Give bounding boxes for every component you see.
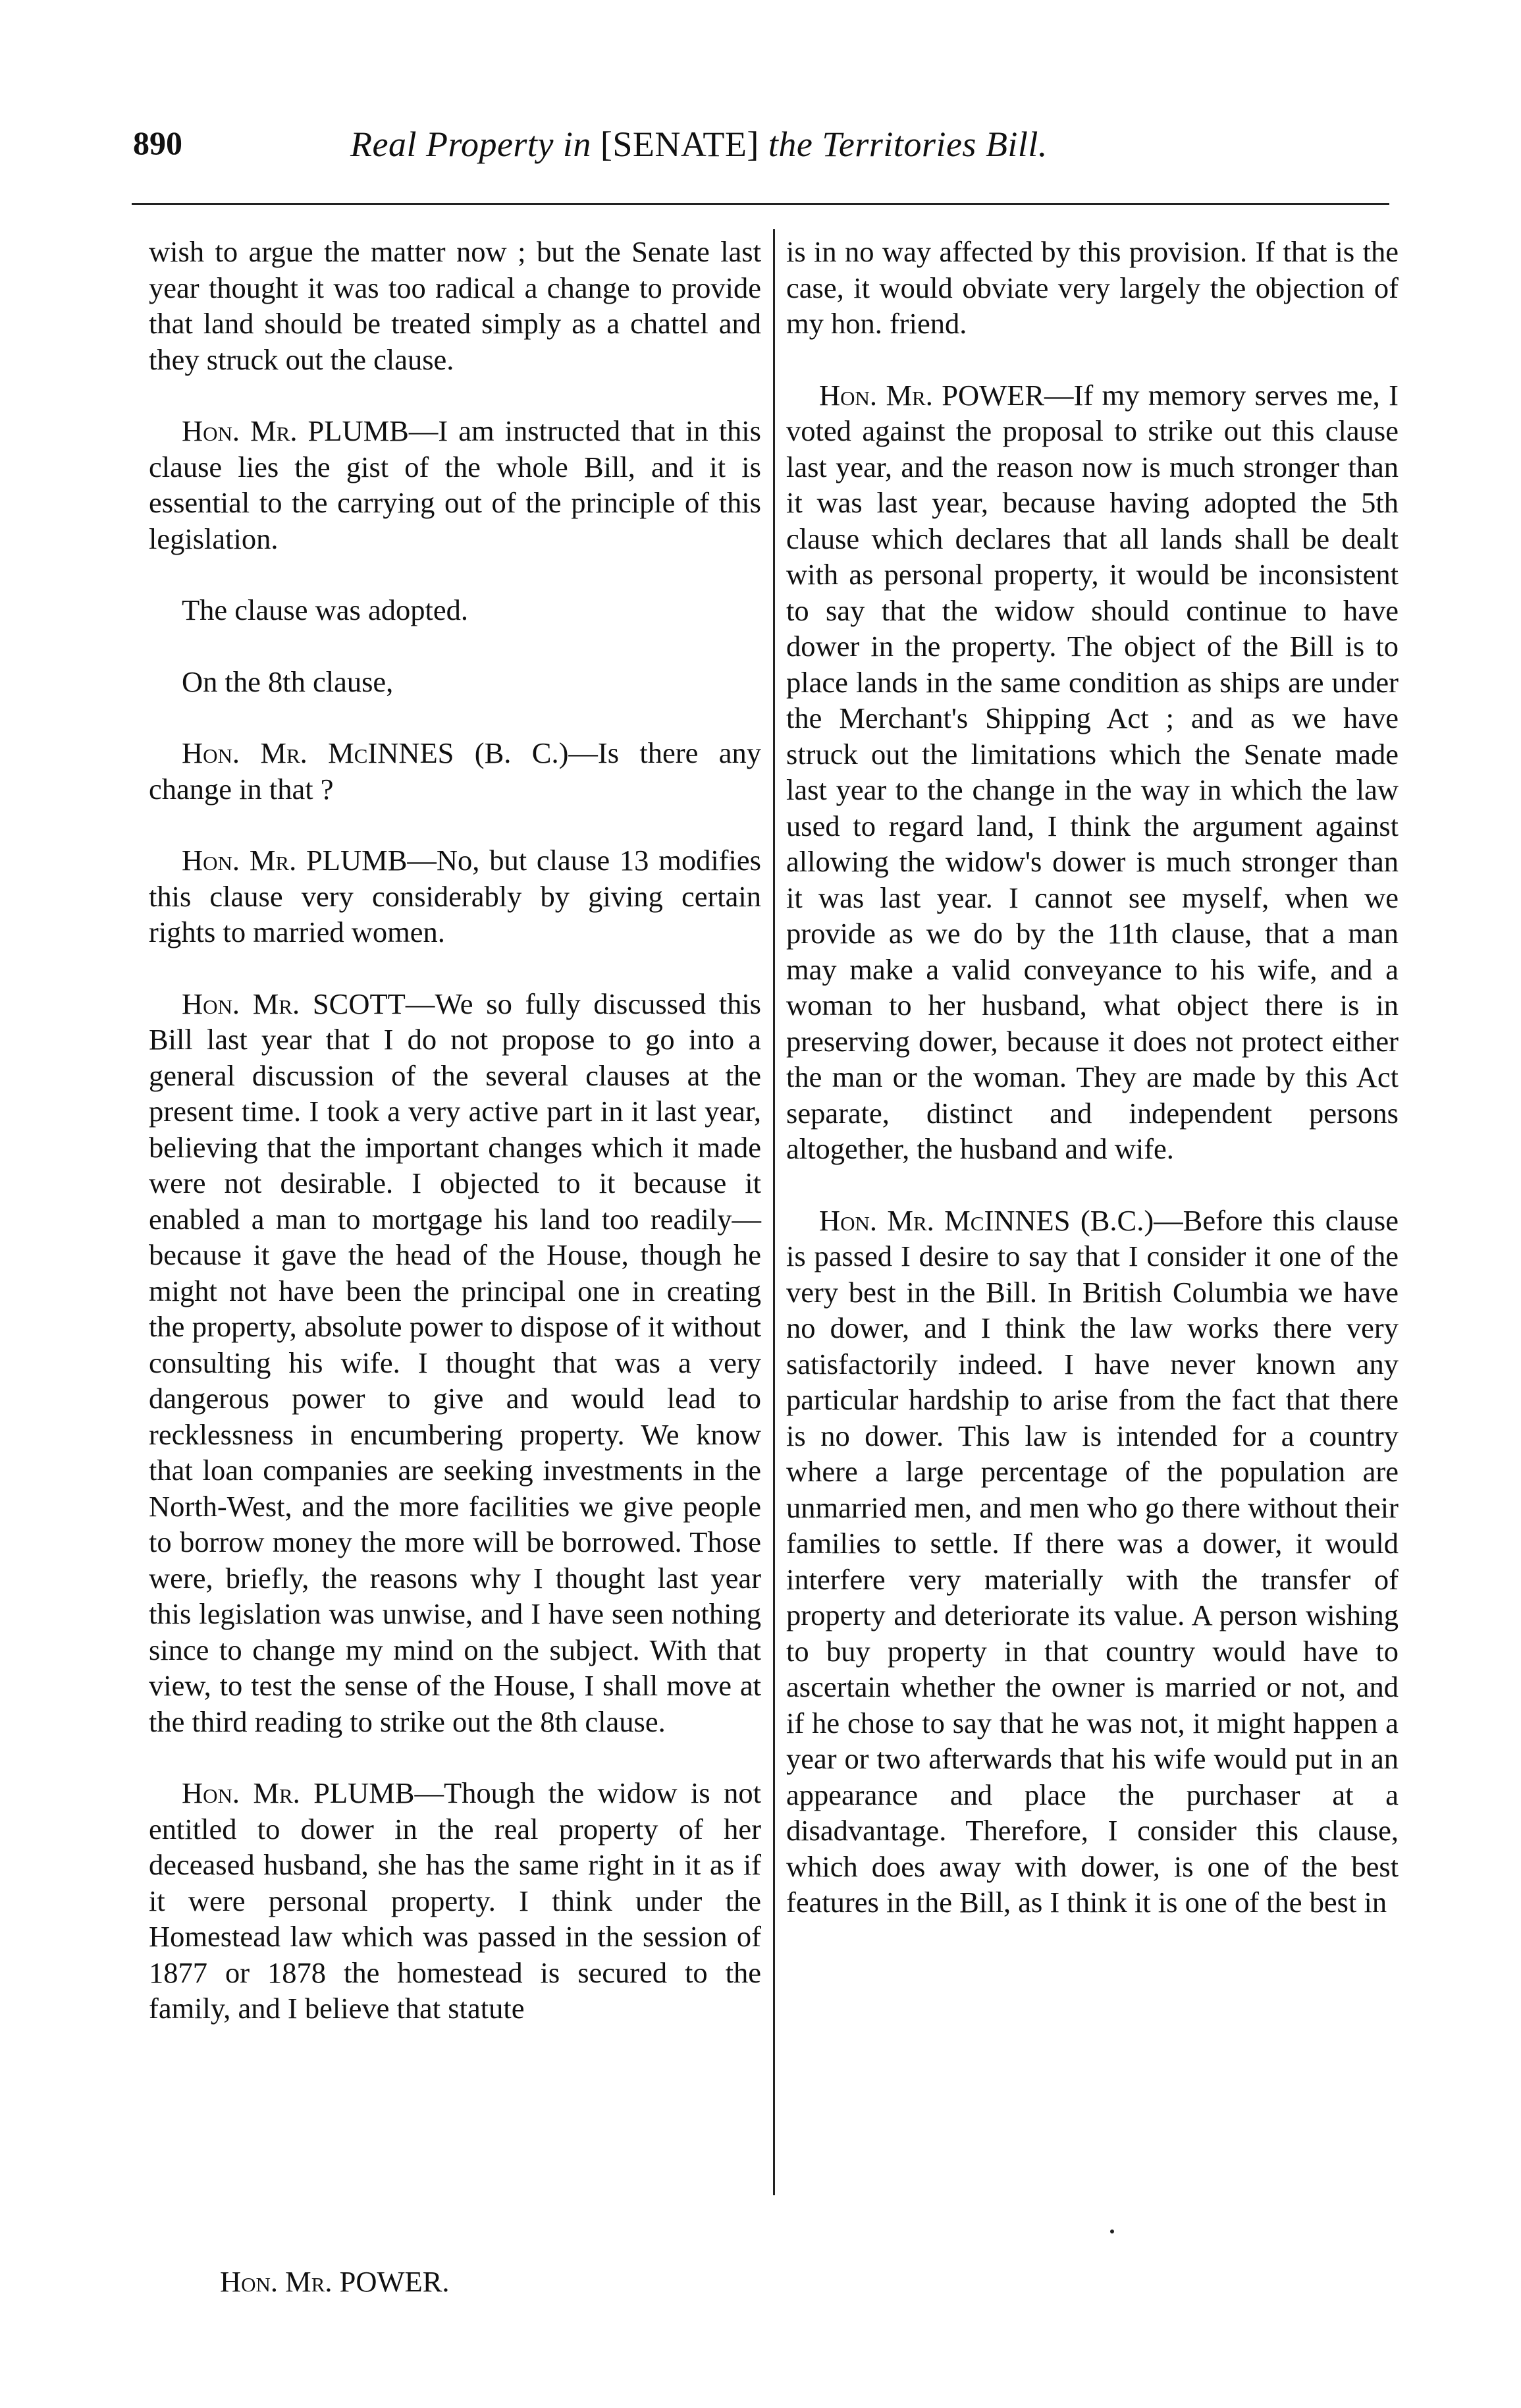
running-title-part-1: Real Property in [350,124,591,164]
speaker-name: Hon. Mr. POWER [819,378,1045,412]
paragraph-text: is in no way affected by this provision. If that is the case, it would obviate very largely the objection of my hon. friend. [786,235,1399,340]
left-column [149,234,761,2027]
page-header [126,119,1391,178]
speaker-name: Hon. Mr. SCOTT [182,987,406,1020]
paragraph-text: (B. C.)—Is there any change in that ? [149,736,761,806]
paragraph [149,735,761,807]
speaker-name: Hon. Mr. McINNES [819,1203,1071,1237]
right-column [786,234,1399,1921]
paragraph [149,234,761,377]
paragraph-text: (B.C.)—Before this clause is passed I desire to say that I consider it one of the very best in the Bill. In British Columbia we have no dower, and I think the law works there very satisfactorily indeed. I have never known any particular hardship to arise from the fact that there is no dower. This law is intended for a country where a large percentage of the population are unmarried men, and men who go there without their families to settle. If there was a dower, it would interfere very materially with the transfer of property and deteriorate its value. A person wishing to buy property in that country would have to ascertain whether the owner is married or not, and if he chose to say that he was not, it might happen a year or two afterwards that his wife would put in an appearance and place the purchaser at a disadvantage. Therefore, I consider this clause, which does away with dower, is one of the best features in the Bill, as I think it is one of the best in [786,1203,1399,1919]
paragraph [149,592,761,628]
paragraph [786,1203,1399,1921]
paragraph-text: —We so fully discussed this Bill last year that I do not propose to go into a general discussion of the several clauses at the present time. I took a very active part in it last year, believing that the important changes which it made were not desirable. I objected to it because it enabled a man to mortgage his land too readily—because it gave the head of the House, though he might not have been the principal one in creating the property, absolute power to dispose of it without consulting his wife. I thought that was a very dangerous power to give and would lead to recklessness in encumbering property. We know that loan companies are seeking investments in the North-West, and the more facilities we give people to borrow money the more will be borrowed. Those were, briefly, the reasons why I thought last year this legislation was unwise, and I have seen nothing since to change my mind on the subject. With that view, to test the sense of the House, I shall move at the third reading to strike out the 8th clause. [149,987,761,1738]
column-divider [773,229,775,2195]
catchword: Hon. Mr. POWER. [220,2265,450,2298]
speaker-name: Hon. Mr. McINNES [182,736,454,769]
paragraph [786,234,1399,342]
paragraph-text: The clause was adopted. [182,593,468,626]
running-title-chamber: [SENATE] [600,124,759,164]
header-rule [132,203,1389,205]
paragraph [149,842,761,950]
page-number: 890 [133,124,182,161]
speaker-name: Hon. Mr. PLUMB [182,414,409,447]
paragraph-text: On the 8th clause, [182,665,394,698]
running-title [350,124,1048,165]
ink-dot [1110,2230,1114,2233]
paragraph [149,1775,761,2027]
paragraph-text: —I am instructed that in this clause lies the gist of the whole Bill, and it is essential to the carrying out of the principle of this legislation. [149,414,761,555]
paragraph [149,986,761,1740]
paragraph-text: wish to argue the matter now ; but the Senate last year thought it was too radical a change to provide that land should be treated simply as a chattel and they struck out the clause. [149,235,761,376]
paragraph [786,377,1399,1167]
running-title-part-3: the Territories Bill. [768,124,1048,164]
paragraph [149,664,761,700]
paragraph-text: —If my memory serves me, I voted against the proposal to strike out this clause last year, and the reason now is much stronger than it was last year, because having adopted the 5th clause which declares that all lands shall be dealt with as personal property, it would be inconsistent to say that the widow should continue to have dower in the property. The object of the Bill is to place lands in the same condition as ships are under the Merchant's Shipping Act ; and as we have struck out the limitations which the Senate made last year to the change in the way in which the law used to regard land, I think the argument against allowing the widow's dower is much stronger than it was last year. I cannot see myself, when we provide as we do by the 11th clause, that a man may make a valid conveyance to his wife, and a woman to her husband, what object there is in preserving dower, because it does not protect either the man or the woman. They are made by this Act separate, distinct and independent persons altogether, the husband and wife. [786,378,1399,1165]
speaker-name: Hon. Mr. PLUMB [182,1776,415,1809]
paragraph [149,413,761,557]
paragraph-text: —No, but clause 13 modifies this clause very considerably by giving certain rights to married women. [149,844,761,948]
paragraph-text: —Though the widow is not entitled to dower in the real property of her deceased husband, she has the same right in it as if it were personal property. I think under the Homestead law which was passed in the session of 1877 or 1878 the homestead is secured to the family, and I believe that statute [149,1776,761,2025]
speaker-name: Hon. Mr. PLUMB [182,844,408,877]
